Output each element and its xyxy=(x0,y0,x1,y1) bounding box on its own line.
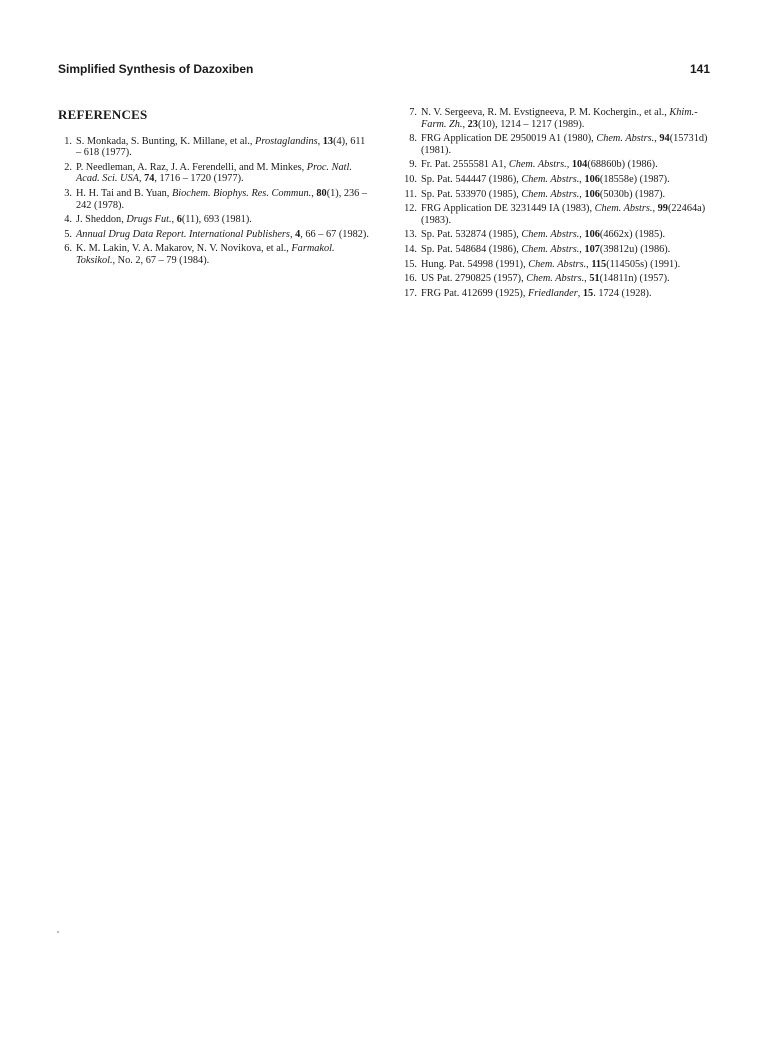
reference-segment: P. Needleman, A. Raz, J. A. Ferendelli, and M. Minkes, xyxy=(76,161,307,173)
reference-text xyxy=(76,229,370,241)
reference-segment: Sp. Pat. 532874 (1985), xyxy=(421,229,522,241)
reference-segment: FRG Application DE 3231449 IA (1983), xyxy=(421,203,595,215)
reference-text xyxy=(421,174,712,186)
reference-item xyxy=(400,189,712,201)
reference-volume: 106 xyxy=(584,173,600,185)
reference-segment: K. M. Lakin, V. A. Makarov, N. V. Novikova, et al., xyxy=(76,243,292,255)
reference-item xyxy=(58,243,370,266)
reference-number: 14. xyxy=(404,243,417,255)
reference-segment: , xyxy=(311,187,317,199)
reference-text xyxy=(421,229,712,241)
reference-segment: FRG Application DE 2950019 A1 (1980), xyxy=(421,133,597,145)
reference-text xyxy=(76,188,370,211)
reference-volume: 104 xyxy=(571,159,588,171)
reference-segment: Hung. Pat. 54998 (1991), xyxy=(421,258,529,270)
reference-title: Chem. Abstrs. xyxy=(594,203,653,215)
reference-volume: 51 xyxy=(589,273,600,285)
left-reference-list xyxy=(58,136,370,267)
reference-text xyxy=(421,244,712,256)
reference-segment: (4662x) (1985). xyxy=(599,229,666,241)
right-column xyxy=(400,107,712,302)
reference-segment: , xyxy=(171,214,177,226)
reference-text xyxy=(76,214,370,226)
reference-number: 9. xyxy=(409,159,417,171)
reference-number: 2. xyxy=(64,161,72,173)
reference-segment: J. Sheddon, xyxy=(76,214,127,226)
reference-volume: 107 xyxy=(584,243,600,255)
reference-segment: Sp. Pat. 533970 (1985), xyxy=(421,188,522,200)
reference-text xyxy=(421,273,712,285)
reference-segment: US Pat. 2790825 (1957), xyxy=(421,273,527,285)
references-heading: REFERENCES xyxy=(58,107,148,122)
reference-text xyxy=(421,159,712,171)
reference-number: 17. xyxy=(404,287,417,299)
reference-volume: 23 xyxy=(467,118,478,130)
reference-volume: 106 xyxy=(584,229,600,241)
reference-item xyxy=(58,162,370,185)
reference-item xyxy=(58,136,370,159)
reference-text xyxy=(421,133,712,156)
left-column xyxy=(58,107,370,270)
reference-segment: (10), 1214 – 1217 (1989). xyxy=(477,118,585,130)
reference-item xyxy=(400,174,712,186)
reference-text xyxy=(421,259,712,271)
reference-text xyxy=(76,162,370,185)
reference-number: 12. xyxy=(404,203,417,215)
reference-number: 3. xyxy=(64,187,72,199)
reference-segment: (11), 693 (1981). xyxy=(181,214,252,226)
reference-volume: 106 xyxy=(584,188,600,200)
reference-item xyxy=(400,229,712,241)
reference-volume: 74 xyxy=(144,173,155,185)
reference-segment: (5030b) (1987). xyxy=(599,188,666,200)
reference-segment: (18558e) (1987). xyxy=(599,173,670,185)
reference-item xyxy=(400,159,712,171)
reference-segment: (22464a) (1983). xyxy=(421,203,706,226)
scan-speck xyxy=(57,931,59,933)
reference-volume: 4 xyxy=(295,228,301,240)
reference-segment: (39812u) (1986). xyxy=(599,243,671,255)
reference-item xyxy=(400,273,712,285)
reference-volume: 13 xyxy=(322,135,334,147)
reference-segment: , xyxy=(579,229,585,241)
reference-item xyxy=(400,133,712,156)
reference-title: Chem. Abstrs. xyxy=(521,229,580,241)
reference-segment: (1), 236 – 242 (1978). xyxy=(76,187,368,211)
reference-segment: , xyxy=(652,203,658,215)
reference-title: Chem. Abstrs. xyxy=(508,159,567,171)
reference-segment: H. H. Tai and B. Yuan, xyxy=(76,187,172,199)
reference-text xyxy=(421,203,712,226)
reference-segment: , xyxy=(577,287,583,299)
reference-segment: (114505s) (1991). xyxy=(606,258,681,270)
running-header xyxy=(58,62,710,76)
reference-volume: 115 xyxy=(591,258,607,270)
reference-title: Chem. Abstrs. xyxy=(596,133,655,145)
reference-segment: FRG Pat. 412699 (1925), xyxy=(421,287,528,299)
reference-item xyxy=(58,188,370,211)
reference-volume: 6 xyxy=(176,214,182,226)
reference-segment: , xyxy=(579,188,585,200)
reference-segment: Fr. Pat. 2555581 A1, xyxy=(421,159,509,171)
reference-item xyxy=(400,259,712,271)
reference-number: 13. xyxy=(404,229,417,241)
reference-segment: , 66 – 67 (1982). xyxy=(300,228,369,240)
reference-item xyxy=(400,288,712,300)
reference-volume: 99 xyxy=(657,203,668,215)
reference-item xyxy=(400,107,712,130)
reference-segment: , xyxy=(579,243,585,255)
reference-number: 7. xyxy=(409,107,417,118)
reference-item xyxy=(58,214,370,226)
reference-volume: 15 xyxy=(582,287,594,299)
reference-segment: , xyxy=(586,258,592,270)
reference-segment: S. Monkada, S. Bunting, K. Millane, et al., xyxy=(76,135,256,147)
reference-volume: 80 xyxy=(316,187,327,199)
reference-segment: Sp. Pat. 548684 (1986), xyxy=(421,243,522,255)
reference-title: Chem. Abstrs. xyxy=(521,243,580,255)
reference-number: 15. xyxy=(404,258,417,270)
reference-segment: , xyxy=(138,173,145,185)
reference-segment: , xyxy=(317,135,323,147)
reference-title: Biochem. Biophys. Res. Commun. xyxy=(171,187,312,199)
right-reference-list xyxy=(400,107,712,299)
reference-segment: , xyxy=(462,118,468,130)
reference-text xyxy=(421,107,712,130)
reference-title: Chem. Abstrs. xyxy=(526,273,585,285)
reference-segment: , 1716 – 1720 (1977). xyxy=(154,173,244,185)
reference-number: 5. xyxy=(64,228,72,240)
reference-segment: Sp. Pat. 544447 (1986), xyxy=(421,173,522,185)
reference-title: Chem. Abstrs. xyxy=(521,173,580,185)
reference-item xyxy=(400,244,712,256)
reference-segment: N. V. Sergeeva, R. M. Evstigneeva, P. M. Kochergin., et al., xyxy=(421,107,670,118)
reference-segment: , xyxy=(654,133,660,145)
reference-segment: , xyxy=(289,228,296,240)
reference-text xyxy=(76,243,370,266)
reference-segment: (4), 611 – 618 (1977). xyxy=(76,135,366,159)
reference-segment: . 1724 (1928). xyxy=(593,287,652,299)
reference-number: 16. xyxy=(404,273,417,285)
reference-segment: , No. 2, 67 – 79 (1984). xyxy=(112,254,210,266)
reference-number: 1. xyxy=(64,135,72,147)
reference-title: Drugs Fut. xyxy=(126,214,172,226)
reference-title: Farmakol. Toksikol. xyxy=(76,243,335,266)
reference-title: Khim.-Farm. Zh. xyxy=(421,107,698,130)
reference-segment: , xyxy=(579,173,585,185)
reference-segment: (15731d) (1981). xyxy=(421,133,708,156)
reference-number: 6. xyxy=(64,243,72,255)
reference-number: 4. xyxy=(64,214,72,226)
reference-title: Proc. Natl. Acad. Sci. USA xyxy=(76,161,352,185)
reference-text xyxy=(421,189,712,201)
reference-text xyxy=(421,288,712,300)
reference-number: 8. xyxy=(409,133,417,145)
page-number: 141 xyxy=(689,62,710,76)
running-title: Simplified Synthesis of Dazoxiben xyxy=(58,62,254,76)
reference-number: 11. xyxy=(404,188,417,200)
reference-title: Annual Drug Data Report. International Publishers xyxy=(76,228,290,240)
reference-title: Friedlander xyxy=(527,287,578,299)
reference-title: Chem. Abstrs. xyxy=(528,258,587,270)
reference-title: Prostaglandins xyxy=(255,135,318,147)
reference-segment: , xyxy=(584,273,590,285)
reference-segment: (68860b) (1986). xyxy=(587,159,658,171)
reference-text xyxy=(76,136,370,159)
reference-segment: , xyxy=(566,159,572,171)
reference-volume: 94 xyxy=(659,133,670,145)
reference-item xyxy=(58,229,370,241)
reference-item xyxy=(400,203,712,226)
reference-segment: (14811n) (1957). xyxy=(599,273,670,285)
reference-title: Chem. Abstrs. xyxy=(521,188,580,200)
reference-number: 10. xyxy=(404,173,417,185)
